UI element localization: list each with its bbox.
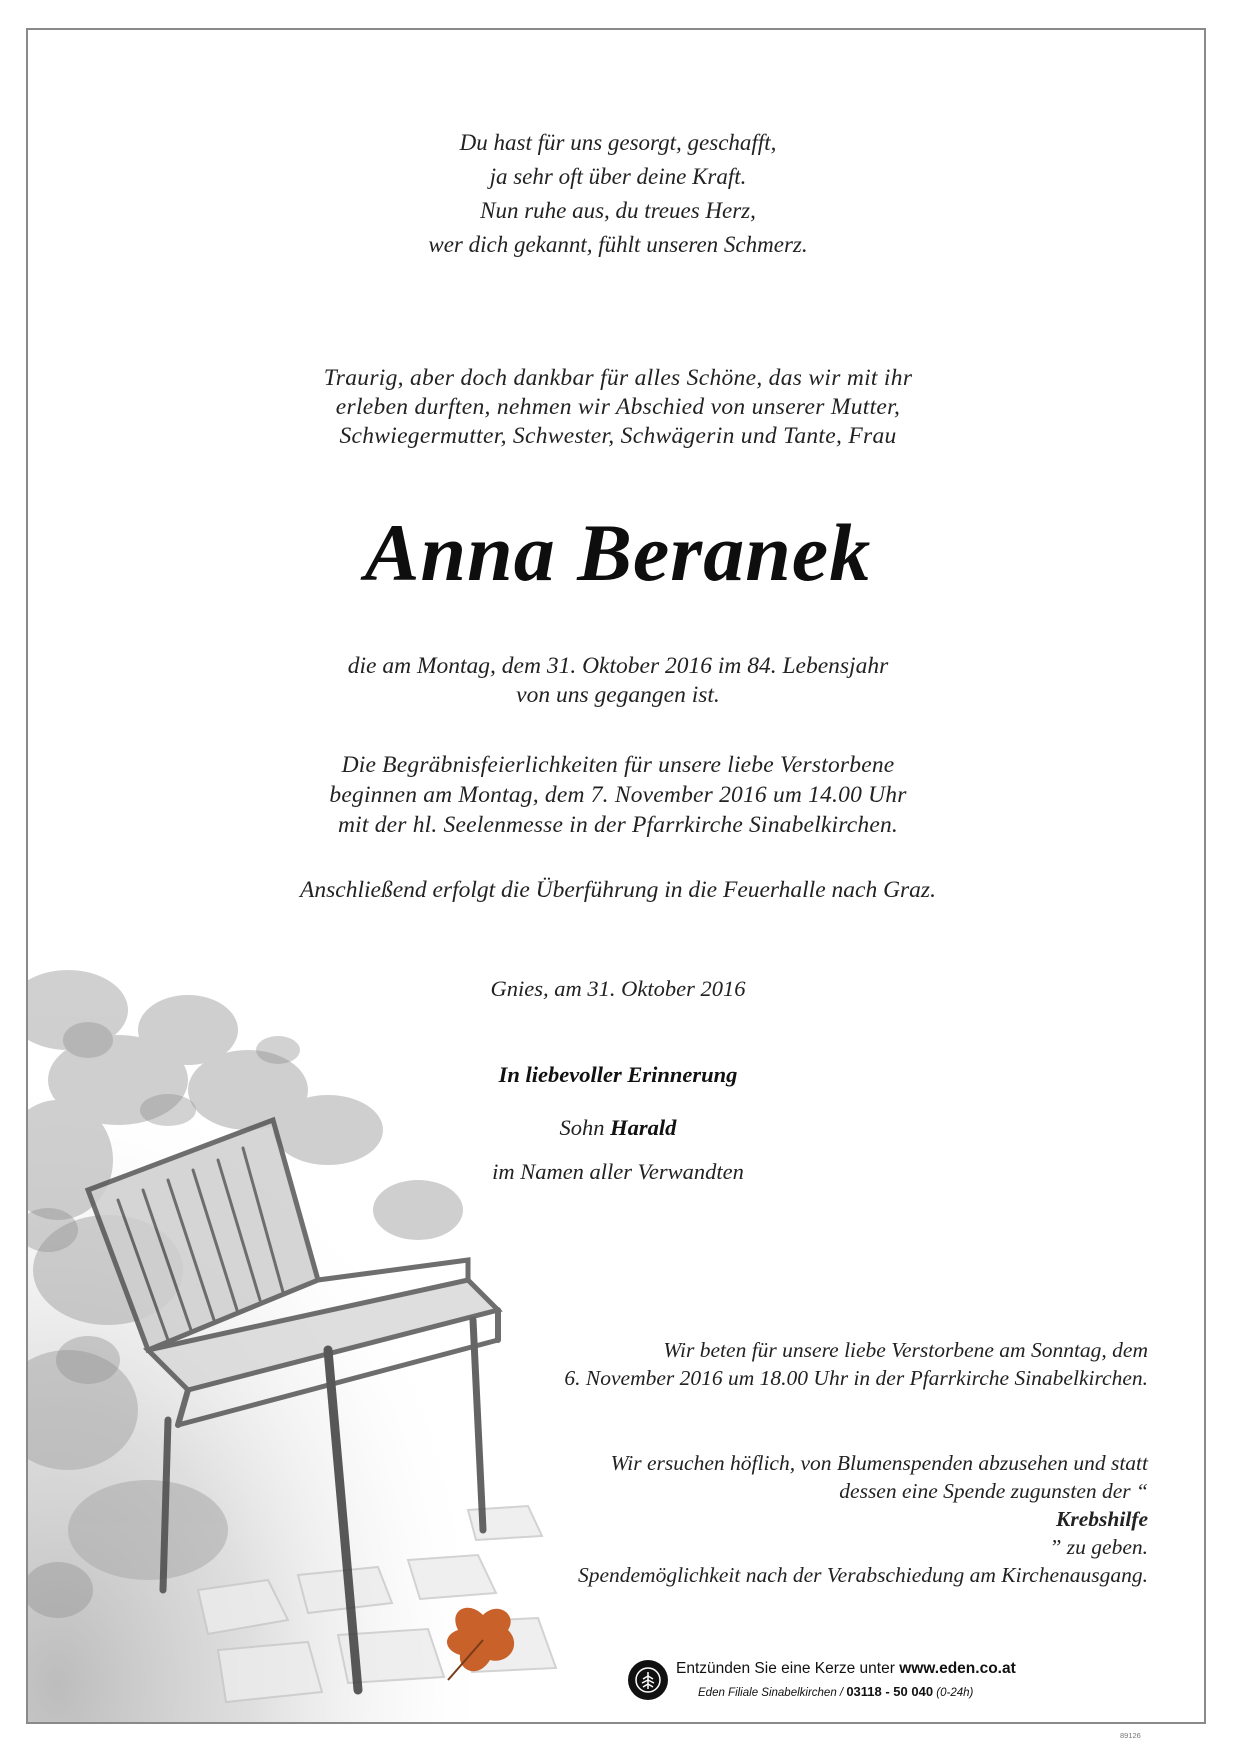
- farewell-intro: [28, 364, 1206, 451]
- prayer-line: 6. November 2016 um 18.00 Uhr in der Pfarrkirche Sinabelkirchen.: [564, 1366, 1148, 1390]
- place-date: Gnies, am 31. Oktober 2016: [490, 976, 746, 1001]
- deceased-name: Anna Beranek: [364, 507, 872, 598]
- website-link[interactable]: www.eden.co.at: [899, 1660, 1016, 1677]
- mourner-line: [28, 1113, 1206, 1143]
- relatives-line: im Namen aller Verwandten: [492, 1159, 744, 1184]
- funeral-home-footer: [628, 1658, 1048, 1708]
- donation-notice: [428, 1449, 1148, 1589]
- funeral-line: beginnen am Montag, dem 7. November 2016 um 14.00 Uhr: [329, 782, 907, 808]
- intro-line: Schwiegermutter, Schwester, Schwägerin und Tante, Frau: [339, 423, 897, 449]
- candle-line: [676, 1660, 1016, 1678]
- transfer-notice: Anschließend erfolgt die Überführung in die Feuerhalle nach Graz.: [300, 877, 936, 903]
- poem-line: ja sehr oft über deine Kraft.: [489, 164, 747, 189]
- funeral-details: [28, 750, 1206, 840]
- memorial-poem: [28, 126, 1206, 262]
- donation-text-pre: dessen eine Spende zugunsten der “: [839, 1479, 1148, 1503]
- prayer-line: Wir beten für unsere liebe Verstorbene am Sonntag, dem: [663, 1338, 1148, 1362]
- mourner-relation: Sohn: [559, 1115, 605, 1140]
- poem-line: wer dich gekannt, fühlt unseren Schmerz.: [428, 232, 808, 257]
- hours: (0-24h): [933, 1687, 974, 1699]
- funeral-line: Die Begräbnisfeierlichkeiten für unsere liebe Verstorbene: [341, 752, 895, 778]
- poem-line: Nun ruhe aus, du treues Herz,: [480, 198, 756, 223]
- branch-line: [698, 1684, 973, 1699]
- death-notice: [28, 652, 1206, 710]
- mourner-name: Harald: [610, 1115, 677, 1140]
- donation-text-post: ” zu geben.: [1049, 1535, 1148, 1559]
- prayer-notice: [428, 1336, 1148, 1392]
- donation-line: Wir ersuchen höflich, von Blumenspenden abzusehen und statt: [610, 1451, 1148, 1475]
- document-number: 89126: [1120, 1731, 1141, 1740]
- branch-name: Eden Filiale Sinabelkirchen /: [698, 1687, 847, 1699]
- phone-number: 03118 - 50 040: [846, 1684, 934, 1699]
- funeral-line: mit der hl. Seelenmesse in der Pfarrkirche Sinabelkirchen.: [337, 812, 898, 838]
- candle-text: Entzünden Sie eine Kerze unter: [676, 1660, 900, 1677]
- tree-of-life-icon: [628, 1660, 668, 1700]
- poem-line: Du hast für uns gesorgt, geschafft,: [459, 130, 777, 155]
- death-line: von uns gegangen ist.: [516, 682, 720, 708]
- memory-heading: In liebevoller Erinnerung: [498, 1062, 738, 1087]
- donation-line: Spendemöglichkeit nach der Verabschiedung am Kirchenausgang.: [577, 1563, 1148, 1587]
- obituary-frame: [26, 28, 1206, 1724]
- intro-line: erleben durften, nehmen wir Abschied von unserer Mutter,: [335, 394, 901, 420]
- death-line: die am Montag, dem 31. Oktober 2016 im 84. Lebensjahr: [347, 653, 889, 679]
- donation-line: [428, 1477, 1148, 1561]
- intro-line: Traurig, aber doch dankbar für alles Schöne, das wir mit ihr: [323, 365, 913, 391]
- charity-name: Krebshilfe: [1056, 1507, 1148, 1531]
